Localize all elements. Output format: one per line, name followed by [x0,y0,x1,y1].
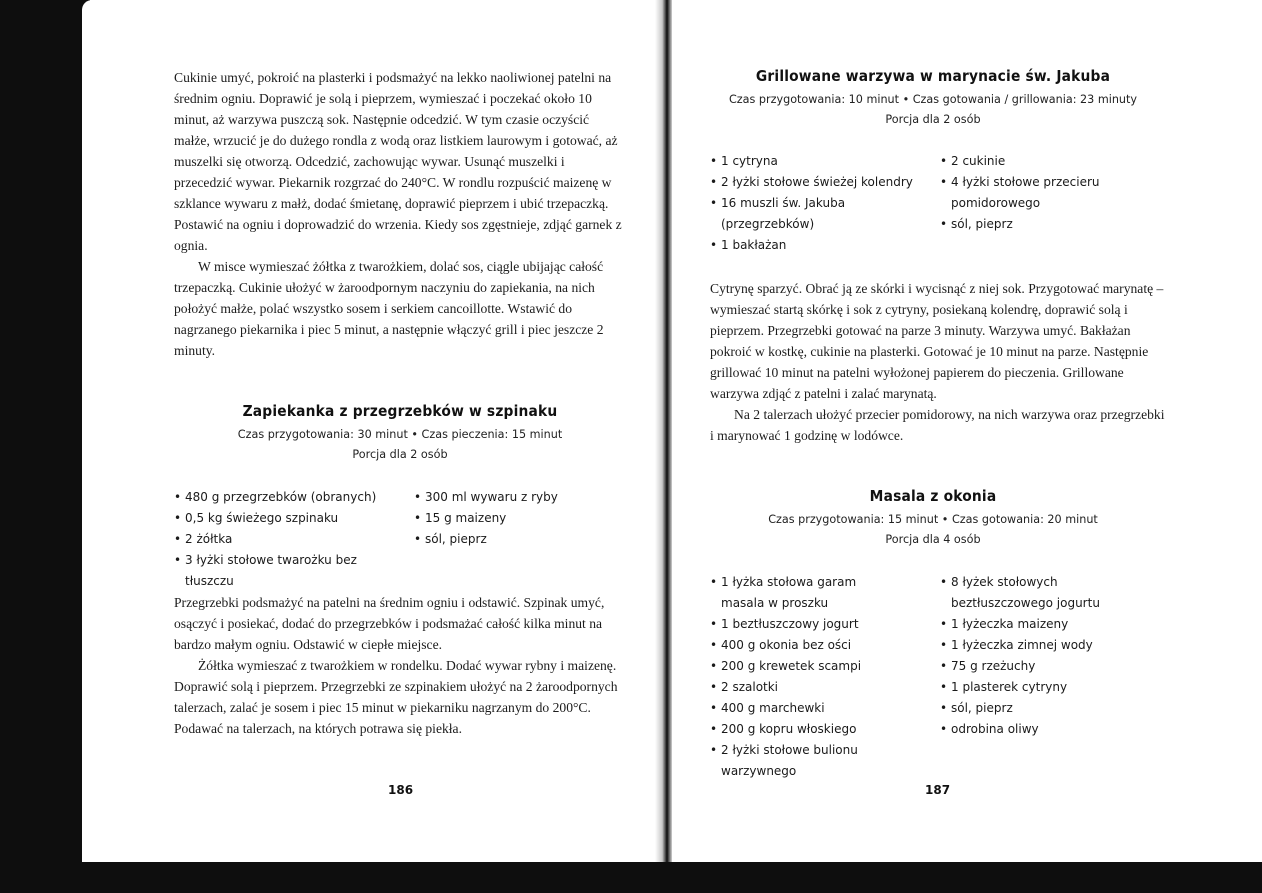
ingredients-zapiekanka-col2 [414,487,624,550]
method-zapiekanka [174,592,626,739]
ingredients-grillowane-col2 [940,151,1130,235]
ingredient-item: • 3 łyżki stołowe twarożku bez tłuszczu [174,550,409,592]
ingredient-item: • 1 cytryna [710,151,925,172]
intro-text [174,67,626,361]
left-page [82,0,660,862]
ingredient-item: • 75 g rzeżuchy [940,656,1125,677]
recipe-title-zapiekanka: Zapiekanka z przegrzebków w szpinaku [242,402,558,420]
recipe-times-grillowane: Czas przygotowania: 10 minut • Czas gotowania / grillowania: 23 minuty [728,93,1138,106]
ingredient-item: • 1 bakłażan [710,235,925,256]
scan-shadow-bottom [0,862,1262,893]
recipe-title-masala: Masala z okonia [869,487,997,505]
recipe-times-masala: Czas przygotowania: 15 minut • Czas gotowania: 20 minut [768,513,1098,526]
ingredient-item: • 0,5 kg świeżego szpinaku [174,508,409,529]
ingredients-masala-col1 [710,572,930,782]
ingredient-item: • 15 g maizeny [414,508,624,529]
ingredients-grillowane-col1 [710,151,925,256]
ingredient-item: • 4 łyżki stołowe przecieru pomidorowego [940,172,1130,214]
ingredient-item: • sól, pieprz [940,698,1125,719]
recipe-title-grillowane: Grillowane warzywa w marynacie św. Jakuba [755,67,1111,85]
scan-shadow-left [0,0,90,893]
ingredient-item: • sól, pieprz [940,214,1130,235]
ingredient-item: • odrobina oliwy [940,719,1125,740]
ingredient-item: • 400 g okonia bez ości [710,635,930,656]
ingredient-item: • 1 łyżeczka zimnej wody [940,635,1125,656]
ingredient-item: • 200 g kopru włoskiego [710,719,930,740]
method-paragraph-2: Na 2 talerzach ułożyć przecier pomidorowy, na nich warzywa oraz przegrzebki i marynować 1 godzinę w lodówce. [710,407,1165,443]
ingredient-item: • 1 plasterek cytryny [940,677,1125,698]
method-paragraph-2: Żółtka wymieszać z twarożkiem w rondelku. Dodać wywar rybny i maizenę. Doprawić solą i pieprzem. Przegrzebki ze szpinakiem ułożyć na 2 żaroodpornych talerzach, zalać je sosem i piec 15 minut w piekarniku nagrzanym do 200°C. Podawać na talerzach, na których potrawa się piekła. [174,658,618,736]
ingredients-zapiekanka-col1 [174,487,409,592]
intro-paragraph-1: Cukinie umyć, pokroić na plasterki i podsmażyć na lekko naoliwionej patelni na średnim ogniu. Doprawić je solą i pieprzem, wymieszać i poczekać około 10 minut, aż warzywa puszczą sok. Następnie odcedzić. W tym czasie oczyścić małże, wrzucić je do dużego rondla z wodą oraz listkiem laurowym i gotować, aż muszelki się otworzą. Odcedzić, zachowując wywar. Usunąć muszelki i przecedzić wywar. Piekarnik rozgrzać do 240°C. W rondlu rozpuścić maizenę w szklance wywaru z małż, dodać śmietanę, doprawić pieprzem i ubić trzepaczką. Postawić na ogniu i doprowadzić do wrzenia. Kiedy sos zgęstnieje, zdjąć garnek z ognia. [174,70,622,253]
recipe-times-zapiekanka: Czas przygotowania: 30 minut • Czas pieczenia: 15 minut [237,428,563,441]
ingredient-item: • 2 łyżki stołowe bulionu warzywnego [710,740,930,782]
ingredient-item: • 2 łyżki stołowe świeżej kolendry [710,172,925,193]
ingredient-item: • 300 ml wywaru z ryby [414,487,624,508]
ingredient-item: • 1 łyżeczka maizeny [940,614,1125,635]
ingredient-item: • 2 żółtka [174,529,409,550]
ingredient-item: • 1 beztłuszczowy jogurt [710,614,930,635]
ingredients-masala-col2 [940,572,1125,740]
method-paragraph-1: Cytrynę sparzyć. Obrać ją ze skórki i wycisnąć z niej sok. Przygotować marynatę – wymieszać startą skórkę i sok z cytryny, posiekaną kolendrę, doprawić solą i pieprzem. Przegrzebki gotować na parze 3 minuty. Warzywa umyć. Bakłażan pokroić w kostkę, cukinie na plasterki. Gotować je 10 minut na parze. Następnie grillować 10 minut na patelni wyłożonej papierem do pieczenia. Grillowane warzywa zdjąć z patelni i zalać marynatą. [710,281,1164,401]
recipe-portion-zapiekanka: Porcja dla 2 osób [352,448,448,461]
ingredient-item: • 8 łyżek stołowych beztłuszczowego jogurtu [940,572,1116,614]
ingredient-item: • sól, pieprz [414,529,624,550]
ingredient-item: • 400 g marchewki [710,698,930,719]
ingredient-item: • 2 szalotki [710,677,930,698]
method-grillowane [710,278,1166,446]
ingredient-item: • 16 muszli św. Jakuba (przegrzebków) [710,193,871,235]
ingredient-item: • 200 g krewetek scampi [710,656,930,677]
page-number-left: 186 [388,783,414,797]
ingredient-item: • 2 cukinie [940,151,1130,172]
recipe-portion-grillowane: Porcja dla 2 osób [885,113,981,126]
ingredient-item: • 480 g przegrzebków (obranych) [174,487,409,508]
method-paragraph-1: Przegrzebki podsmażyć na patelni na średnim ogniu i odstawić. Szpinak umyć, osączyć i posiekać, dodać do przegrzebków i podsmażać całość kilka minut na bardzo małym ogniu. Odstawić w ciepłe miejsce. [174,595,605,652]
intro-paragraph-2: W misce wymieszać żółtka z twarożkiem, dolać sos, ciągle ubijając całość trzepaczką. Cukinie ułożyć w żaroodpornym naczyniu do zapiekania, na nich położyć małże, polać wszystko sosem i serkiem cancoillotte. Wstawić do nagrzanego piekarnika i piec 5 minut, a następnie włączyć grill i piec jeszcze 2 minuty. [174,259,604,358]
page-number-right: 187 [925,783,951,797]
right-page [672,0,1262,862]
ingredient-item: • 1 łyżka stołowa garam masala w proszku [710,572,896,614]
recipe-portion-masala: Porcja dla 4 osób [885,533,981,546]
